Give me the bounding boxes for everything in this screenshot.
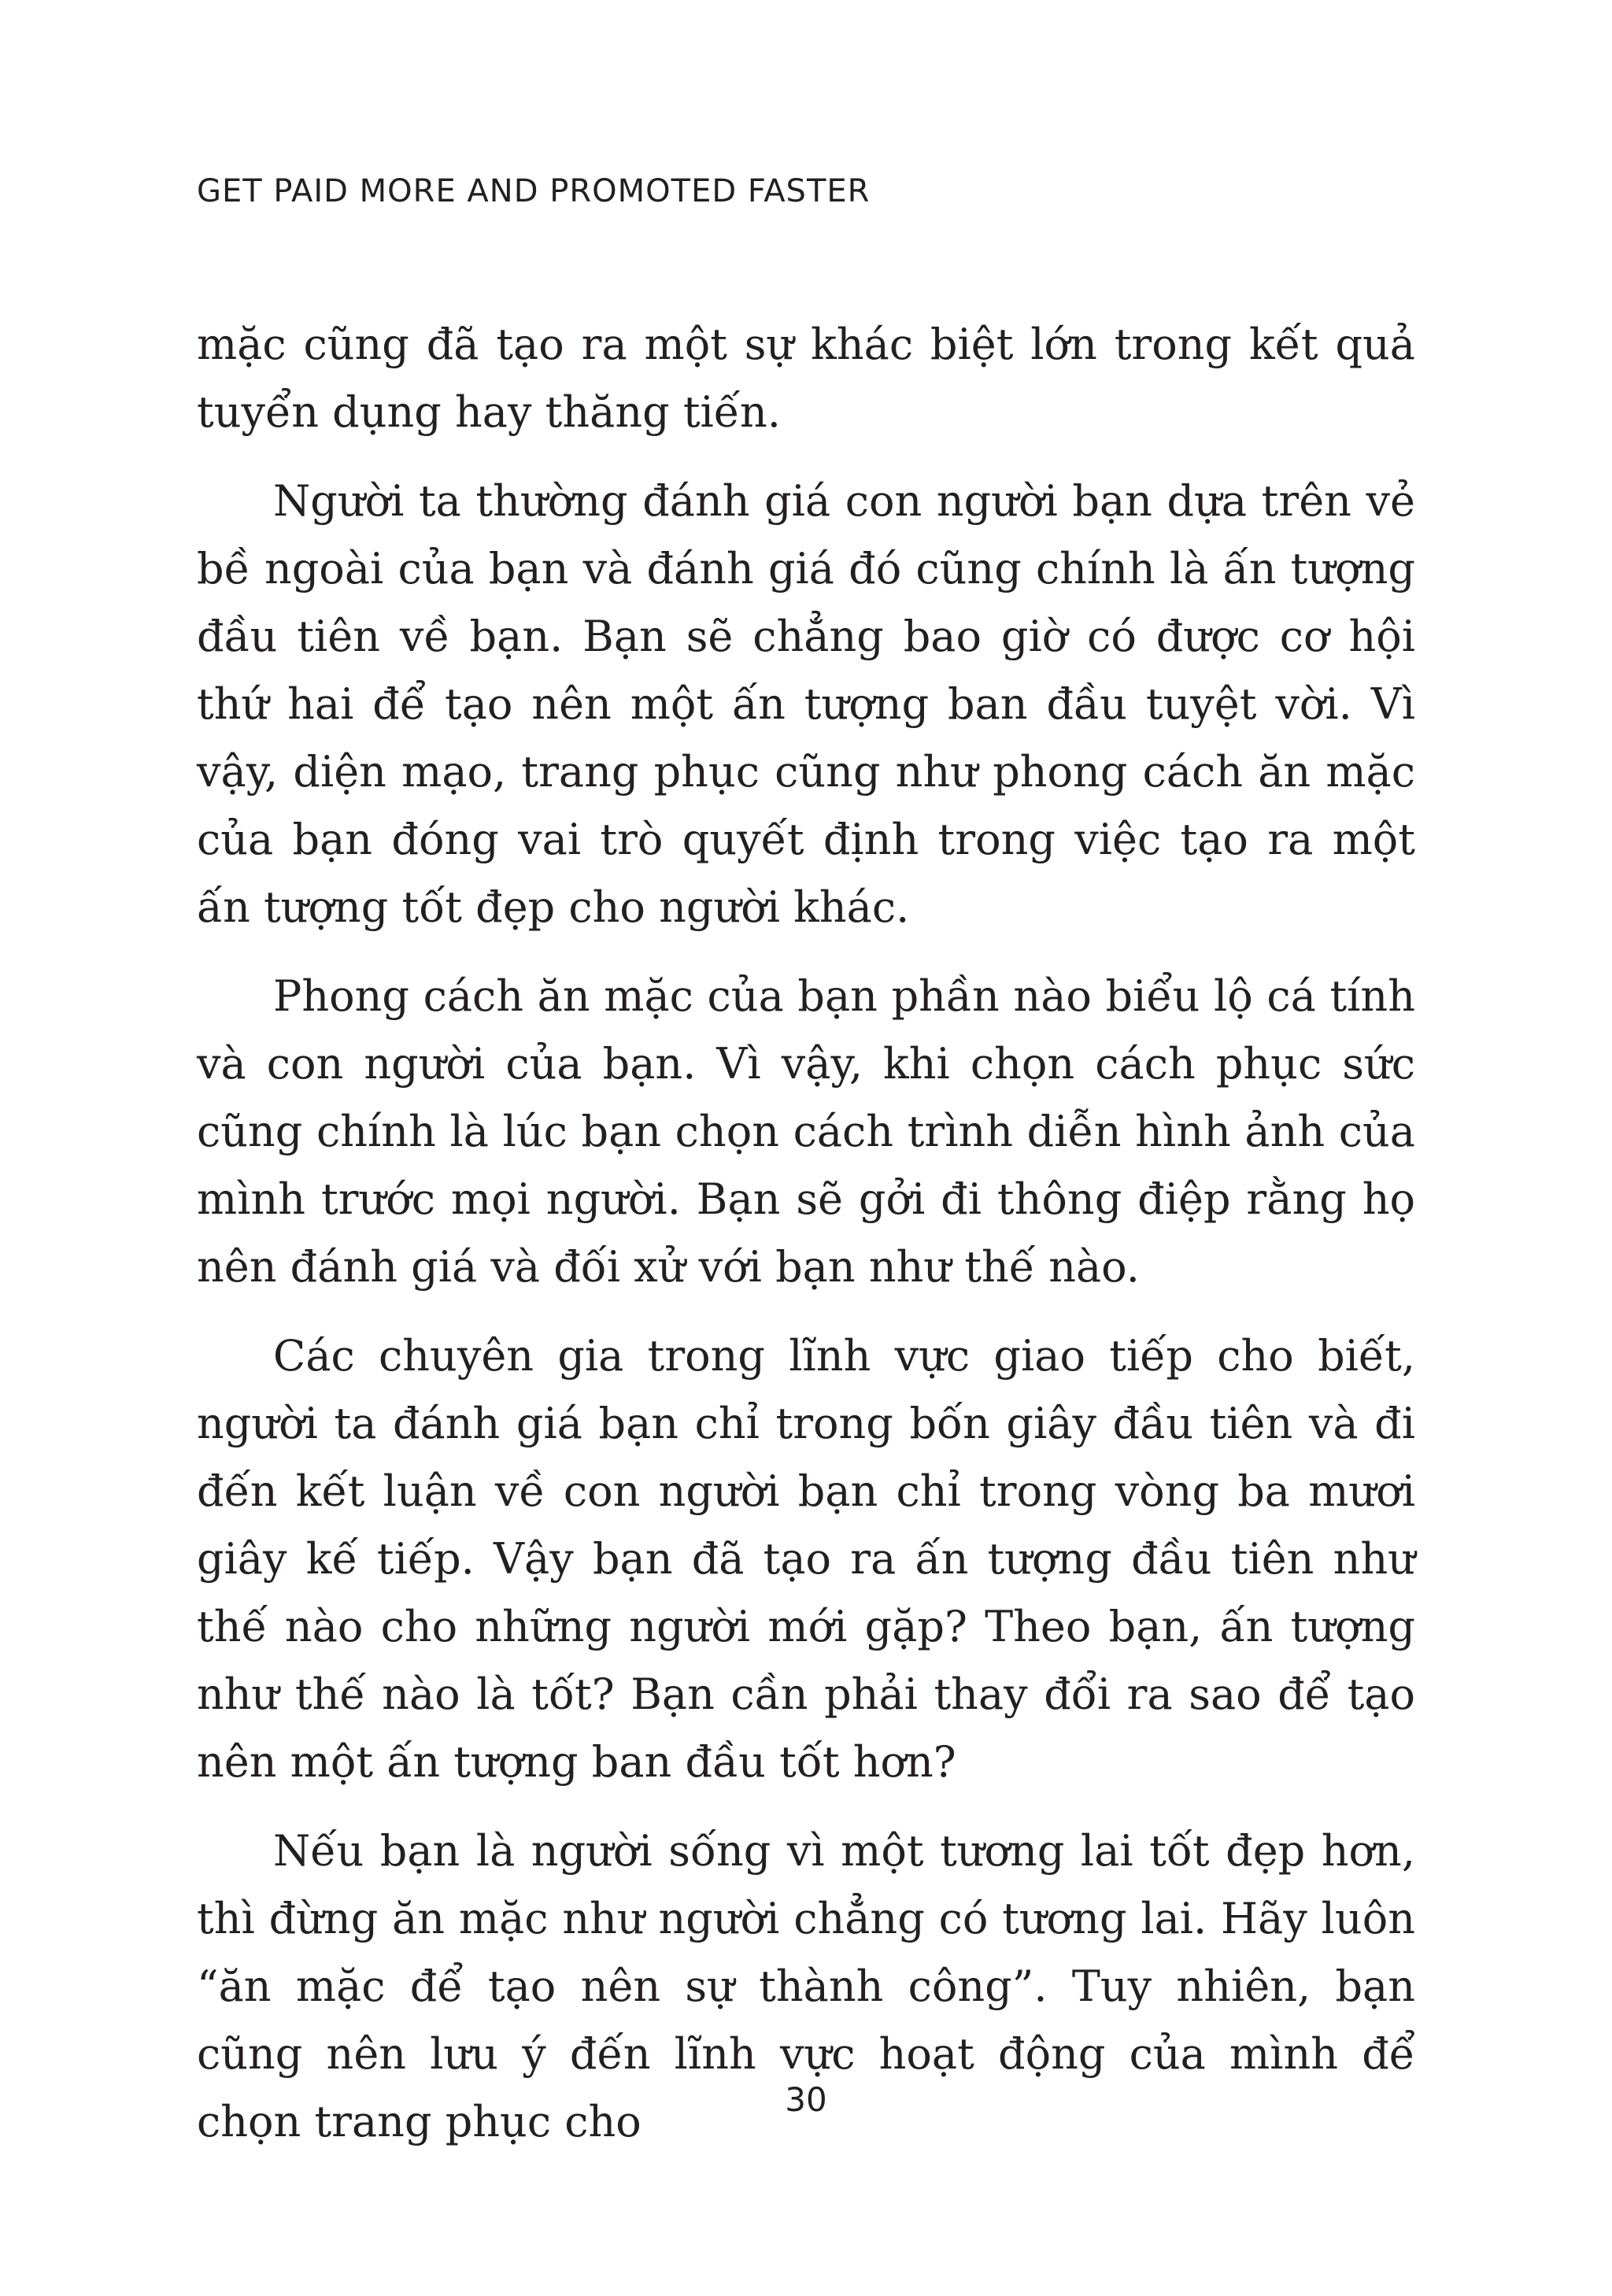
page-number: 30 [785, 2080, 827, 2119]
paragraph: Nếu bạn là người sống vì một tương lai tốt đẹp hơn, thì đừng ăn mặc như người chẳng có tương lai. Hãy luôn “ăn mặc để tạo nên sự thành công”. Tuy nhiên, bạn cũng nên lưu ý đến lĩnh vực hoạt động của mình để chọn trang phục cho [197, 1826, 1415, 2146]
paragraph: Người ta thường đánh giá con người bạn dựa trên vẻ bề ngoài của bạn và đánh giá đó cũng chính là ấn tượng đầu tiên về bạn. Bạn sẽ chẳng bao giờ có được cơ hội thứ hai để tạo nên một ấn tượng ban đầu tuyệt vời. Vì vậy, diện mạo, trang phục cũng như phong cách ăn mặc của bạn đóng vai trò quyết định trong việc tạo ra một ấn tượng tốt đẹp cho người khác. [197, 476, 1415, 932]
paragraph: Các chuyên gia trong lĩnh vực giao tiếp cho biết, người ta đánh giá bạn chỉ trong bốn giây đầu tiên và đi đến kết luận về con người bạn chỉ trong vòng ba mươi giây kế tiếp. Vậy bạn đã tạo ra ấn tượng đầu tiên như thế nào cho những người mới gặp? Theo bạn, ấn tượng như thế nào là tốt? Bạn cần phải thay đổi ra sao để tạo nên một ấn tượng ban đầu tốt hơn? [197, 1331, 1415, 1787]
running-header: GET PAID MORE AND PROMOTED FASTER [197, 173, 871, 209]
paragraph: Phong cách ăn mặc của bạn phần nào biểu lộ cá tính và con người của bạn. Vì vậy, khi chọn cách phục sức cũng chính là lúc bạn chọn cách trình diễn hình ảnh của mình trước mọi người. Bạn sẽ gởi đi thông điệp rằng họ nên đánh giá và đối xử với bạn như thế nào. [197, 971, 1415, 1292]
body-text [197, 311, 1415, 2177]
paragraph-continued: mặc cũng đã tạo ra một sự khác biệt lớn trong kết quả tuyển dụng hay thăng tiến. [197, 320, 1415, 437]
